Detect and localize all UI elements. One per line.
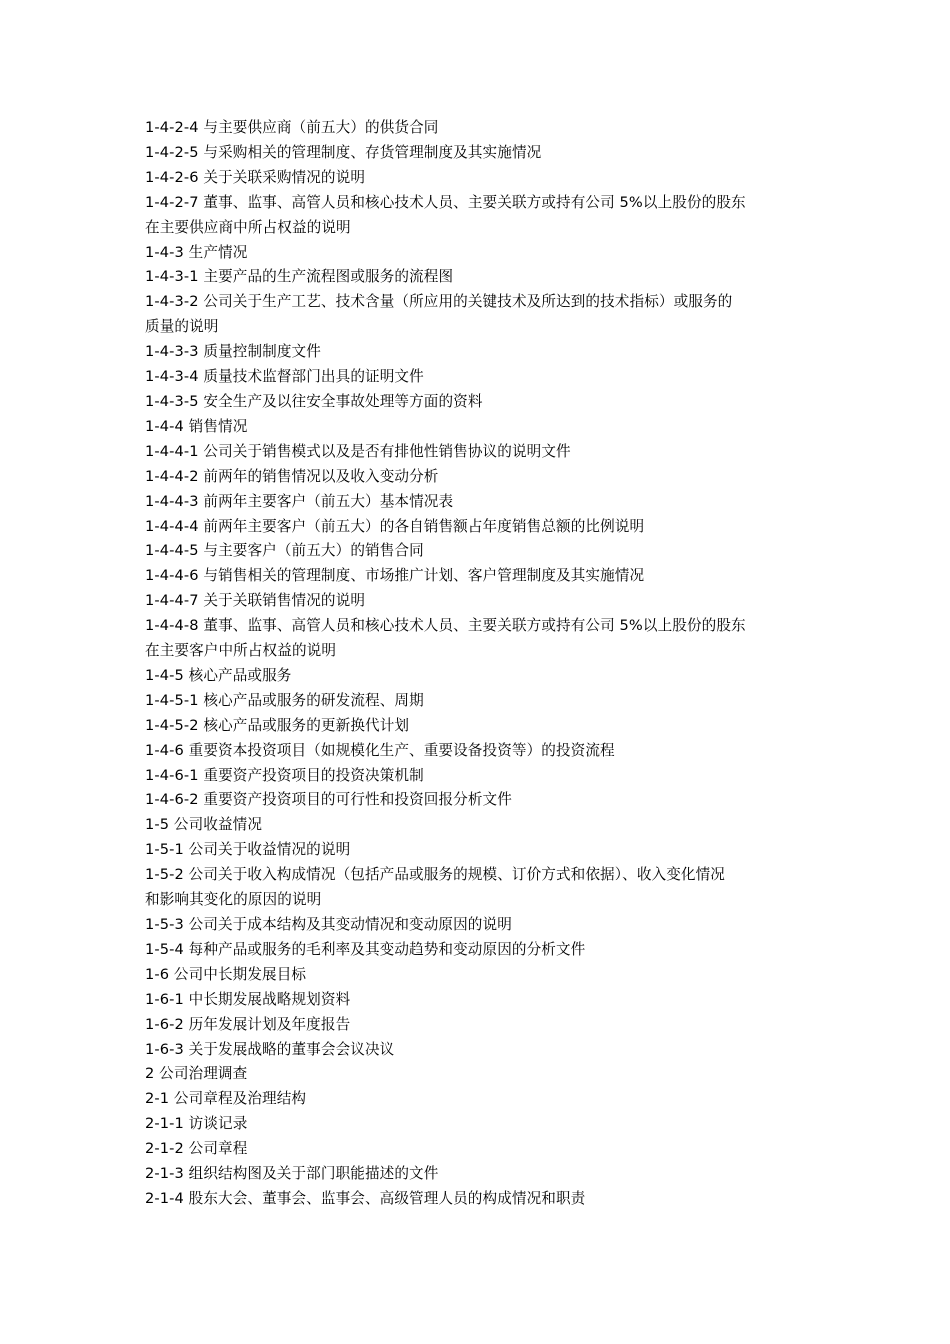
text-line: 1-4-4 销售情况 [145, 417, 248, 435]
text-line: 2 公司治理调查 [145, 1065, 248, 1083]
text-line: 2-1-2 公司章程 [145, 1140, 248, 1158]
text-line: 1-4-2-6 关于关联采购情况的说明 [145, 168, 366, 186]
text-line: 1-6 公司中长期发展目标 [145, 965, 307, 983]
text-line: 1-4-3-5 安全生产及以往安全事故处理等方面的资料 [145, 392, 483, 410]
text-line: 1-5-2 公司关于收入构成情况（包括产品或服务的规模、订价方式和依据）、收入变化情况 [145, 866, 725, 884]
text-line: 1-4-4-7 关于关联销售情况的说明 [145, 592, 366, 610]
text-line: 2-1-4 股东大会、董事会、监事会、高级管理人员的构成情况和职责 [145, 1189, 586, 1207]
text-line: 1-4-3-2 公司关于生产工艺、技术含量（所应用的关键技术及所达到的技术指标）或服务的 [145, 293, 733, 311]
text-line: 1-6-2 历年发展计划及年度报告 [145, 1015, 351, 1033]
text-line: 1-4-4-4 前两年主要客户（前五大）的各自销售额占年度销售总额的比例说明 [145, 517, 645, 535]
text-line: 1-4-6-2 重要资产投资项目的可行性和投资回报分析文件 [145, 791, 512, 809]
text-line: 1-4-6-1 重要资产投资项目的投资决策机制 [145, 766, 424, 784]
text-line: 2-1-1 访谈记录 [145, 1115, 248, 1133]
text-line: 1-4-4-5 与主要客户（前五大）的销售合同 [145, 542, 424, 560]
text-line: 1-4-2-4 与主要供应商（前五大）的供货合同 [145, 119, 439, 136]
text-line: 1-4-4-3 前两年主要客户（前五大）基本情况表 [145, 492, 454, 510]
text-line: 1-4-3 生产情况 [145, 243, 248, 261]
text-line: 1-5-3 公司关于成本结构及其变动情况和变动原因的说明 [145, 916, 512, 933]
text-line: 1-4-3-4 质量技术监督部门出具的证明文件 [145, 368, 424, 386]
text-line: 1-5-4 每种产品或服务的毛利率及其变动趋势和变动原因的分析文件 [145, 940, 586, 958]
text-line: 1-4-4-1 公司关于销售模式以及是否有排他性销售协议的说明文件 [145, 442, 571, 460]
text-line: 1-4-6 重要资本投资项目（如规模化生产、重要设备投资等）的投资流程 [145, 741, 615, 759]
text-line: 1-4-4-2 前两年的销售情况以及收入变动分析 [145, 467, 439, 485]
text-line: 2-1-3 组织结构图及关于部门职能描述的文件 [145, 1165, 439, 1183]
text-line: 在主要客户中所占权益的说明 [145, 642, 337, 660]
text-line: 2-1 公司章程及治理结构 [145, 1090, 307, 1108]
text-line: 1-4-5 核心产品或服务 [145, 666, 292, 684]
text-line: 在主要供应商中所占权益的说明 [145, 218, 351, 236]
text-line: 1-4-2-5 与采购相关的管理制度、存货管理制度及其实施情况 [145, 143, 542, 161]
text-line: 1-6-1 中长期发展战略规划资料 [145, 990, 351, 1008]
text-line: 1-4-5-2 核心产品或服务的更新换代计划 [145, 716, 410, 734]
text-line: 1-4-5-1 核心产品或服务的研发流程、周期 [145, 691, 424, 709]
text-line: 1-4-4-6 与销售相关的管理制度、市场推广计划、客户管理制度及其实施情况 [145, 567, 645, 585]
text-line: 1-4-3-3 质量控制制度文件 [145, 343, 321, 361]
document-body [145, 116, 813, 1212]
text-line: 1-6-3 关于发展战略的董事会会议决议 [145, 1040, 395, 1058]
text-line: 1-5 公司收益情况 [145, 816, 263, 834]
text-line: 质量的说明 [145, 318, 219, 336]
text-line: 1-5-1 公司关于收益情况的说明 [145, 841, 351, 859]
text-line: 1-4-4-8 董事、监事、高管人员和核心技术人员、主要关联方或持有公司 5%以上股份的股东 [145, 617, 746, 635]
text-line: 1-4-2-7 董事、监事、高管人员和核心技术人员、主要关联方或持有公司 5%以上股份的股东 [145, 193, 746, 211]
text-line: 和影响其变化的原因的说明 [145, 891, 322, 909]
text-line: 1-4-3-1 主要产品的生产流程图或服务的流程图 [145, 268, 454, 286]
